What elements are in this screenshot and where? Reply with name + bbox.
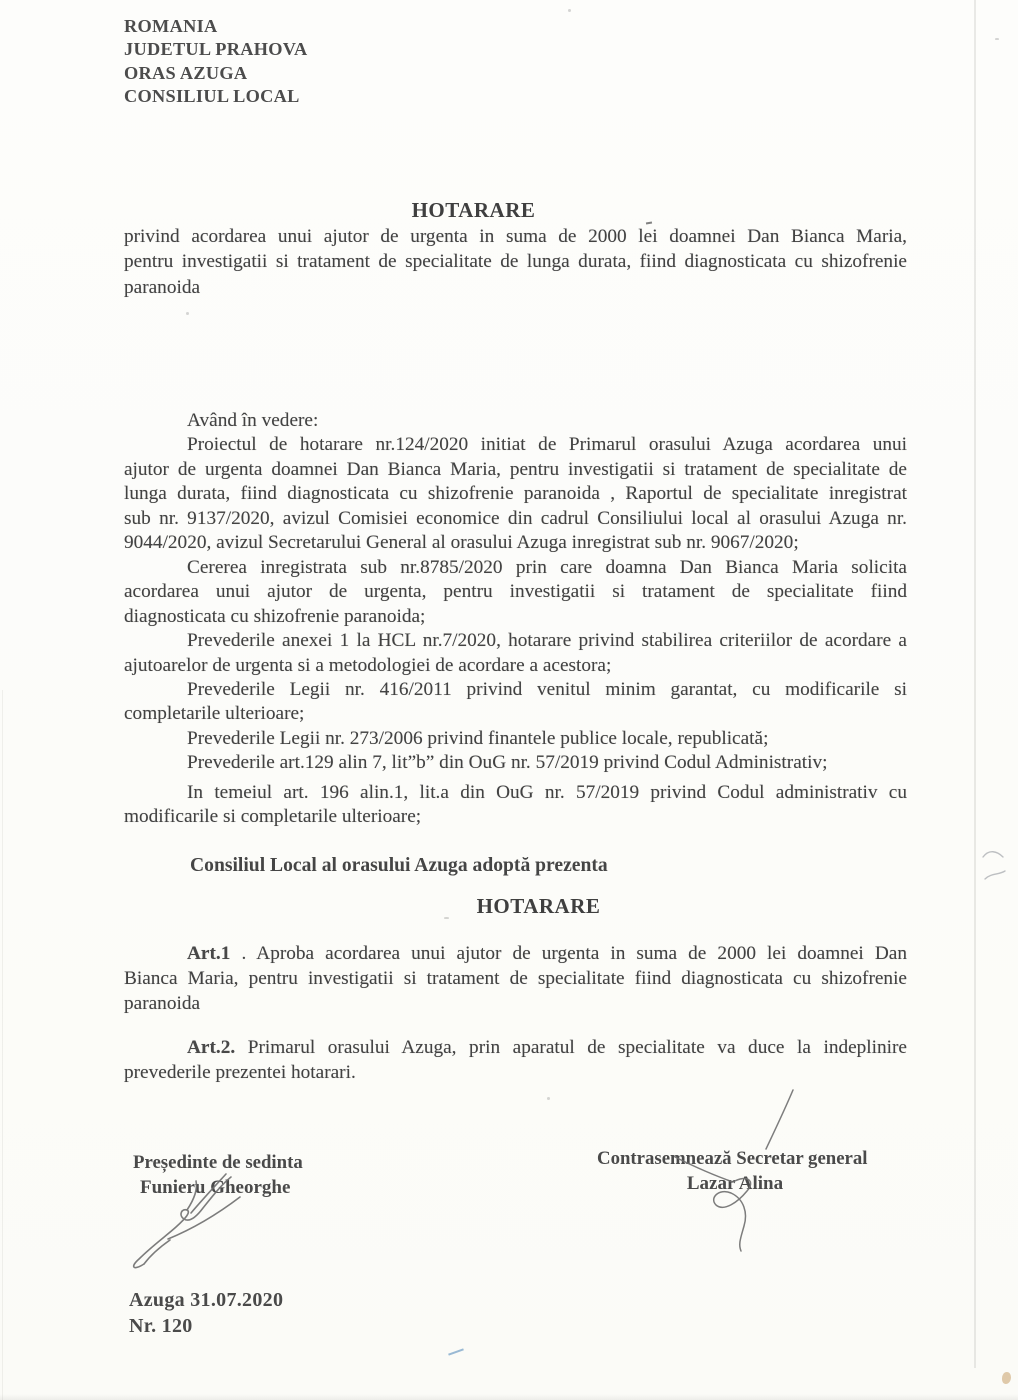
scan-speck [995, 38, 999, 40]
consideration-line: Prevederile anexei 1 la HCL nr.7/2020, hotarare privind stabilirea criteriilor de acordare a [187, 630, 907, 652]
scan-speck [444, 917, 449, 919]
title-paragraph-line: pentru investigatii si tratament de specialitate de lunga durata, fiind diagnosticata cu shizofrenie [124, 251, 907, 273]
scan-mark-blue-dash [448, 1348, 464, 1355]
secretary-handwritten-signature [655, 1085, 805, 1255]
letterhead-county: JUDETUL PRAHOVA [124, 39, 308, 60]
consideration-line: Proiectul de hotarare nr.124/2020 initiat de Primarul orasului Azuga acordarea unui [187, 434, 907, 456]
title-paragraph-line: privind acordarea unui ajutor de urgenta in suma de 2000 lei doamnei Dan Bianca Maria, [124, 226, 907, 247]
footer-place-date: Azuga 31.07.2020 [129, 1289, 284, 1311]
scan-edge-line-right [974, 0, 976, 1368]
article-1-line: Bianca Maria, pentru investigatii si tratament de specialitate fiind diagnosticata cu shizofrenie [124, 968, 907, 990]
scan-speck [568, 9, 571, 12]
article-1-line: paranoida [124, 993, 201, 1015]
article-1-text: . Aproba acordarea unui ajutor de urgenta in suma de 2000 lei doamnei Dan [230, 943, 907, 964]
legal-basis-line: In temeiul art. 196 alin.1, lit.a din OuG nr. 57/2019 privind Codul administrativ cu [187, 782, 907, 803]
article-2-line [124, 1035, 907, 1060]
scan-mark-squiggle [981, 845, 1009, 887]
consideration-line: Prevederile Legii nr. 273/2006 privind finantele publice locale, republicată; [187, 727, 769, 749]
consideration-line: ajutoarelor de urgenta si a metodologiei de acordare a acestora; [124, 654, 612, 676]
footer-number: Nr. 120 [129, 1314, 193, 1337]
consideration-line: 9044/2020, avizul Secretarului General al orasului Azuga inregistrat sub nr. 9067/2020; [124, 532, 799, 554]
consideration-line: diagnosticata cu shizofrenie paranoida; [124, 605, 426, 627]
consideration-line: acordarea unui ajutor de urgenta, pentru investigatii si tratament de specialitate fiind [124, 581, 907, 603]
legal-basis-line: modificarile si completarile ulterioare; [124, 806, 422, 828]
letterhead-council: CONSILIUL LOCAL [124, 85, 300, 106]
adoption-text: Consiliul Local al orasului Azuga adoptă prezenta [190, 855, 608, 876]
article-2-text: Primarul orasului Azuga, prin aparatul de specialitate va duce la indeplinire [235, 1037, 907, 1058]
consideration-line: Prevederile Legii nr. 416/2011 privind venitul minim garantat, cu modificarile si [187, 678, 907, 700]
president-role: Președinte de sedinta [133, 1152, 303, 1173]
article-2 [124, 1035, 907, 1085]
scan-speck [186, 312, 189, 315]
secretary-role: Contrasemnează Secretar general [597, 1148, 868, 1169]
scan-mark-tan-speck [1002, 1372, 1011, 1384]
article-2-line: prevederile prezentei hotarari. [124, 1062, 356, 1084]
decision-title: HOTARARE [476, 894, 601, 918]
letterhead-town: ORAS AZUGA [124, 62, 248, 83]
president-handwritten-signature [130, 1172, 270, 1272]
title-paragraph-line: paranoida [124, 276, 201, 298]
footer-block [129, 1288, 283, 1339]
consideration-line: Prevederile art.129 alin 7, lit”b” din OuG nr. 57/2019 privind Codul Administrativ; [187, 752, 828, 774]
consideration-line: ajutor de urgenta doamnei Dan Bianca Maria, pentru investigatii si tratament de specialitate de [124, 458, 907, 480]
consideration-line: completarile ulterioare; [124, 703, 305, 725]
scan-edge-shadow-bottom [0, 1394, 1018, 1400]
president-name: Funieru Gheorghe [140, 1177, 291, 1198]
scan-speck [547, 1097, 550, 1100]
letterhead-country: ROMANIA [124, 16, 218, 36]
consideration-line: Cererea inregistrata sub nr.8785/2020 prin care doamna Dan Bianca Maria solicita [187, 556, 907, 578]
scan-edge-line-left [2, 690, 3, 1400]
document-title: HOTARARE [411, 198, 536, 222]
consideration-line: lunga durata, fiind diagnosticata cu shizofrenie paranoida , Raportul de specialitate inregistrat [124, 483, 907, 505]
article-1-label: Art.1 [187, 943, 231, 964]
title-block [124, 197, 907, 300]
article-2-label: Art.2. [187, 1037, 236, 1058]
considerations-block [124, 409, 907, 776]
letterhead [124, 15, 907, 108]
legal-basis-block [124, 781, 907, 830]
decision-heading-block [124, 893, 907, 920]
article-1-line [124, 941, 907, 966]
article-1 [124, 941, 907, 1017]
consideration-line: sub nr. 9137/2020, avizul Comisiei economice din cadrul Consiliului local al orasului Azuga nr. [124, 507, 907, 529]
having-regard-label: Având în vedere: [187, 410, 319, 431]
secretary-name: Lazar Alina [686, 1173, 784, 1194]
adoption-clause [124, 855, 907, 877]
